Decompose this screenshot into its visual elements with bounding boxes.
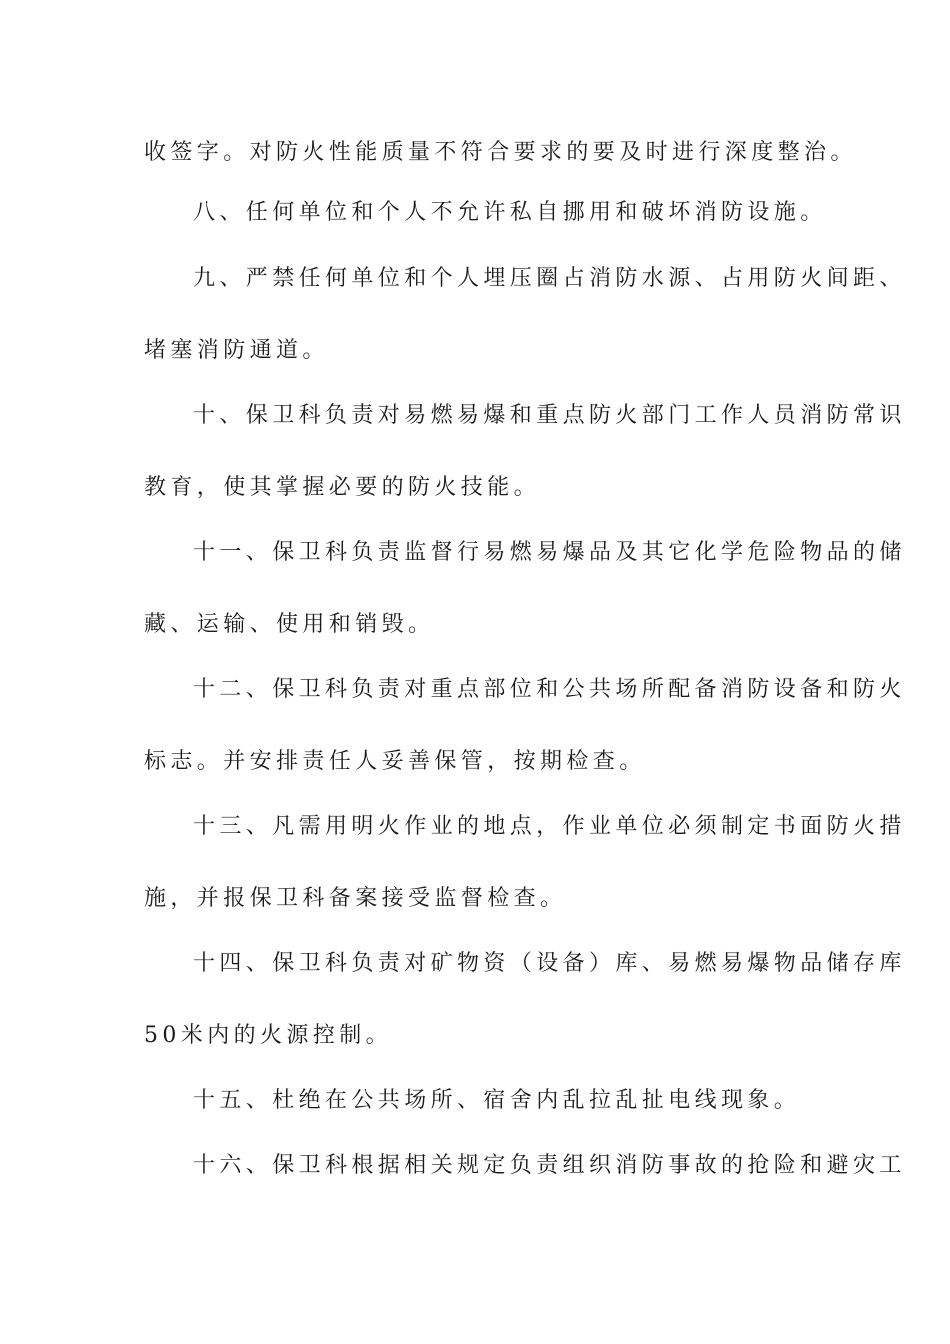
item-13-text: 十三、凡需用明火作业的地点，作业单位必须制定书面防火措 — [193, 814, 906, 839]
item-15-text: 十五、杜绝在公共场所、宿舍内乱拉乱扯电线现象。 — [193, 1088, 801, 1113]
text-line: 收签字。对防火性能质量不符合要求的要及时进行深度整治。 — [144, 140, 857, 165]
item-16-text: 十六、保卫科根据相关规定负责组织消防事故的抢险和避灾工 — [193, 1153, 906, 1178]
text-line: 标志。并安排责任人妥善保管，按期检查。 — [144, 749, 646, 774]
text-line: 教育，使其掌握必要的防火技能。 — [144, 475, 541, 500]
item-11-text: 十一、保卫科负责监督行易燃易爆品及其它化学危险物品的储 — [193, 540, 906, 565]
text-line: 堵塞消防通道。 — [144, 338, 329, 363]
item-9-text: 九、严禁任何单位和个人埋压圈占消防水源、占用防火间距、 — [193, 266, 906, 291]
item-8-text: 八、任何单位和个人不允许私自挪用和破坏消防设施。 — [193, 200, 827, 225]
item-14-text: 十四、保卫科负责对矿物资（设备）库、易燃易爆物品储存库 — [193, 951, 906, 976]
item-10-text: 十、保卫科负责对易燃易爆和重点防火部门工作人员消防常识 — [193, 403, 906, 428]
text-line: 施，并报保卫科备案接受监督检查。 — [144, 886, 567, 911]
text-line: 50米内的火源控制。 — [144, 1023, 392, 1048]
item-12-text: 十二、保卫科负责对重点部位和公共场所配备消防设备和防火 — [193, 677, 906, 702]
text-line: 藏、运输、使用和销毁。 — [144, 612, 435, 637]
